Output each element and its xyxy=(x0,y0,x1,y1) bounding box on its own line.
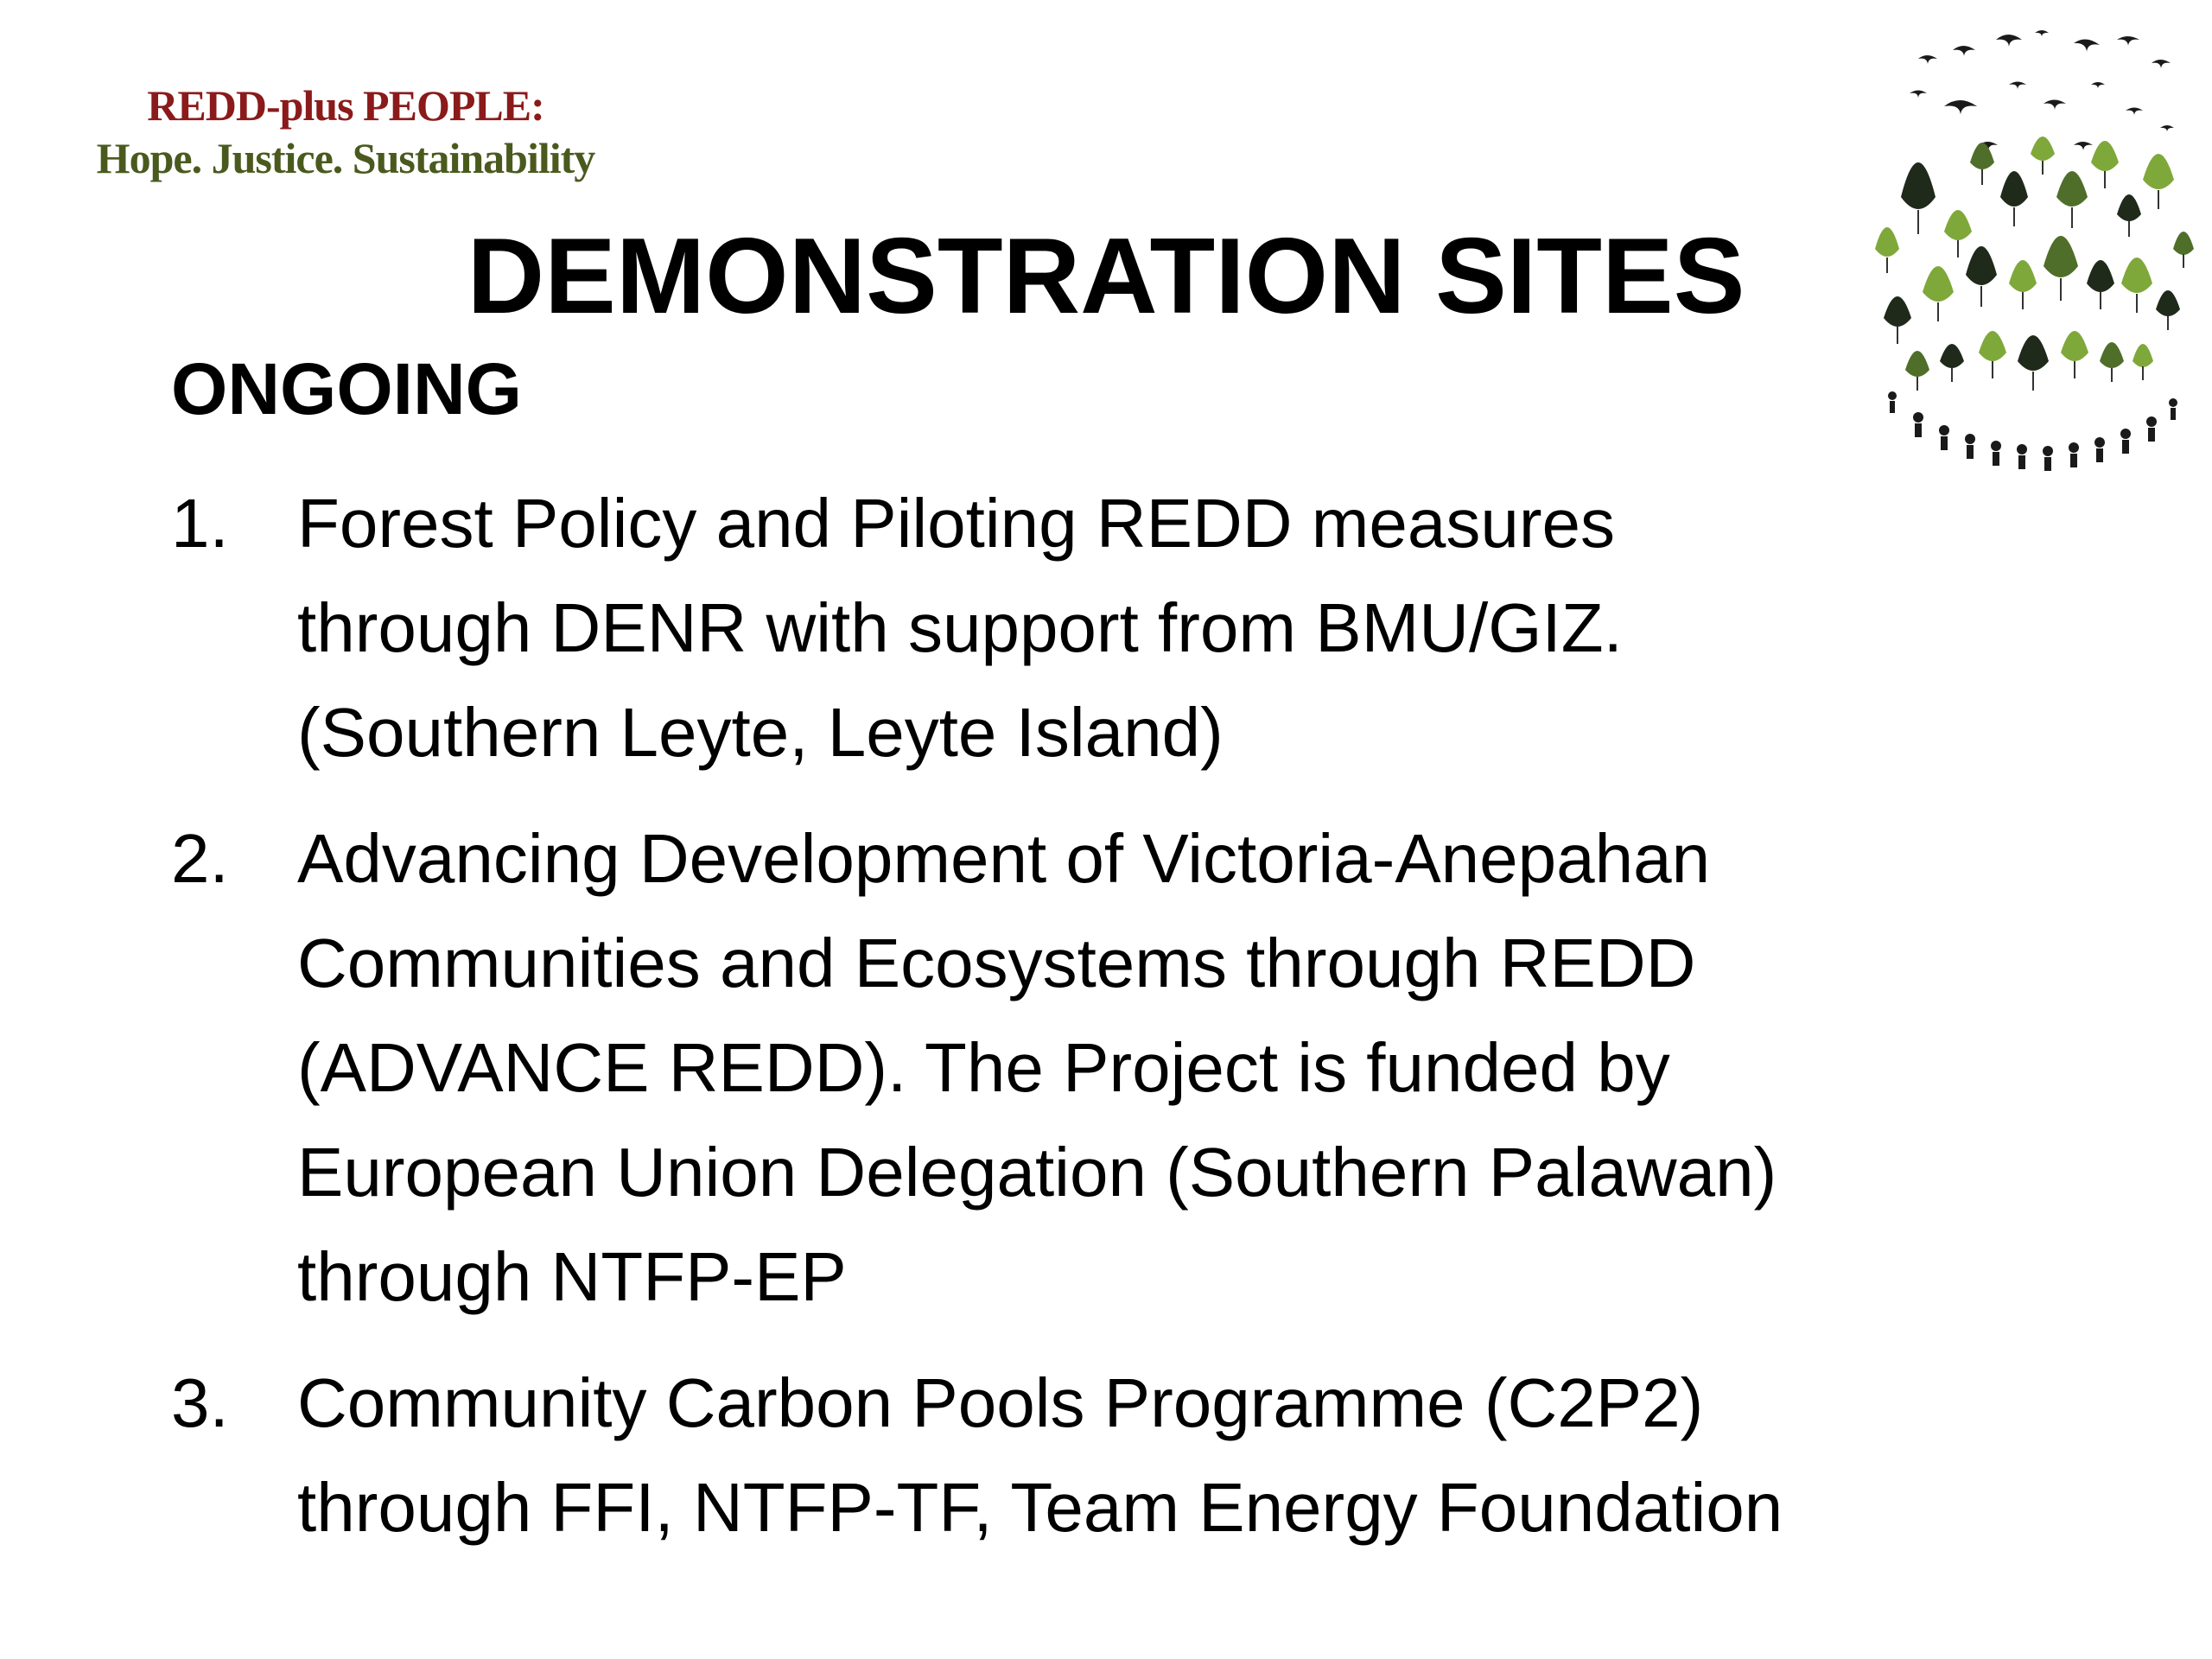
list-item xyxy=(171,471,2055,785)
brand-line-1: REDD-plus PEOPLE: xyxy=(147,81,544,130)
brand-logo-text xyxy=(43,79,648,185)
list-item-number: 3. xyxy=(171,1364,229,1441)
list-item-line: (Southern Leyte, Leyte Island) xyxy=(297,694,1224,771)
list-item-line: European Union Delegation (Southern Palawan) xyxy=(297,1134,1777,1211)
people-icon xyxy=(1888,391,2177,471)
list-item-line: through DENR with support from BMU/GIZ. xyxy=(297,589,1623,666)
list-item-line: through FFI, NTFP-TF, Team Energy Foundation xyxy=(297,1469,1783,1546)
list-item-line: Communities and Ecosystems through REDD xyxy=(297,925,1696,1001)
list-item xyxy=(171,1351,2055,1560)
forest-birds-people-icon xyxy=(1858,24,2203,491)
list-item xyxy=(171,806,2055,1329)
bird-icon xyxy=(1910,30,2174,150)
list-item-number: 2. xyxy=(171,820,229,897)
list-item-line: (ADVANCE REDD). The Project is funded by xyxy=(297,1029,1670,1106)
section-heading: ONGOING xyxy=(171,348,523,429)
list-item-line: Community Carbon Pools Programme (C2P2) xyxy=(297,1364,1704,1441)
site-list xyxy=(171,471,2055,1581)
list-item-number: 1. xyxy=(171,485,229,562)
list-item-line: through NTFP-EP xyxy=(297,1238,847,1315)
page-title: DEMONSTRATION SITES xyxy=(467,217,1745,336)
brand-line-2: Hope. Justice. Sustainability xyxy=(96,134,595,182)
tree-icon xyxy=(1875,137,2194,391)
list-item-line: Advancing Development of Victoria-Anepahan xyxy=(297,820,1711,897)
list-item-line: Forest Policy and Piloting REDD measures xyxy=(297,485,1616,562)
